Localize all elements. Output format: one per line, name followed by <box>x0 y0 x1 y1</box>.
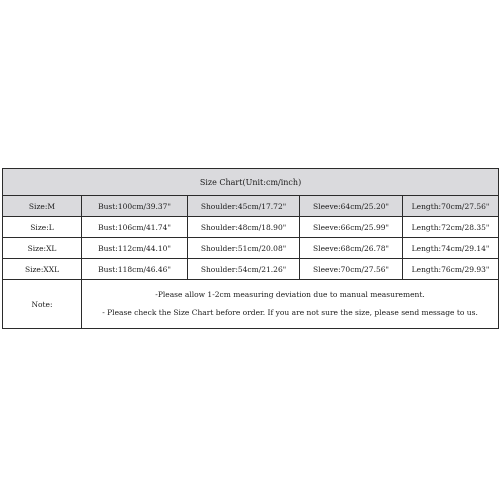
bust-cell: Bust:100cm/39.37" <box>82 196 188 217</box>
shoulder-cell: Shoulder:48cm/18.90" <box>188 217 300 238</box>
table-row <box>3 217 499 238</box>
table-row <box>3 238 499 259</box>
size-cell: Size:L <box>3 217 82 238</box>
length-cell: Length:76cm/29.93" <box>403 259 499 280</box>
table-row <box>3 259 499 280</box>
table-row <box>3 196 499 217</box>
size-cell: Size:XXL <box>3 259 82 280</box>
note-label: Note: <box>3 280 82 329</box>
length-cell: Length:74cm/29.14" <box>403 238 499 259</box>
size-cell: Size:M <box>3 196 82 217</box>
bust-cell: Bust:118cm/46.46" <box>82 259 188 280</box>
note-row <box>3 280 499 329</box>
size-chart-title: Size Chart(Unit:cm/inch) <box>3 169 499 196</box>
size-chart-table <box>2 168 499 329</box>
sleeve-cell: Sleeve:64cm/25.20" <box>300 196 403 217</box>
length-cell: Length:72cm/28.35" <box>403 217 499 238</box>
length-cell: Length:70cm/27.56" <box>403 196 499 217</box>
shoulder-cell: Shoulder:51cm/20.08" <box>188 238 300 259</box>
bust-cell: Bust:112cm/44.10" <box>82 238 188 259</box>
note-content <box>82 280 499 329</box>
shoulder-cell: Shoulder:45cm/17.72" <box>188 196 300 217</box>
note-line-size-check: - Please check the Size Chart before order. If you are not sure the size, please send message to us. <box>102 308 478 317</box>
sleeve-cell: Sleeve:70cm/27.56" <box>300 259 403 280</box>
shoulder-cell: Shoulder:54cm/21.26" <box>188 259 300 280</box>
sleeve-cell: Sleeve:68cm/26.78" <box>300 238 403 259</box>
size-cell: Size:XL <box>3 238 82 259</box>
note-line-measurement: -Please allow 1-2cm measuring deviation due to manual measurement. <box>155 290 425 299</box>
sleeve-cell: Sleeve:66cm/25.99" <box>300 217 403 238</box>
bust-cell: Bust:106cm/41.74" <box>82 217 188 238</box>
size-chart-title-row <box>3 169 499 196</box>
